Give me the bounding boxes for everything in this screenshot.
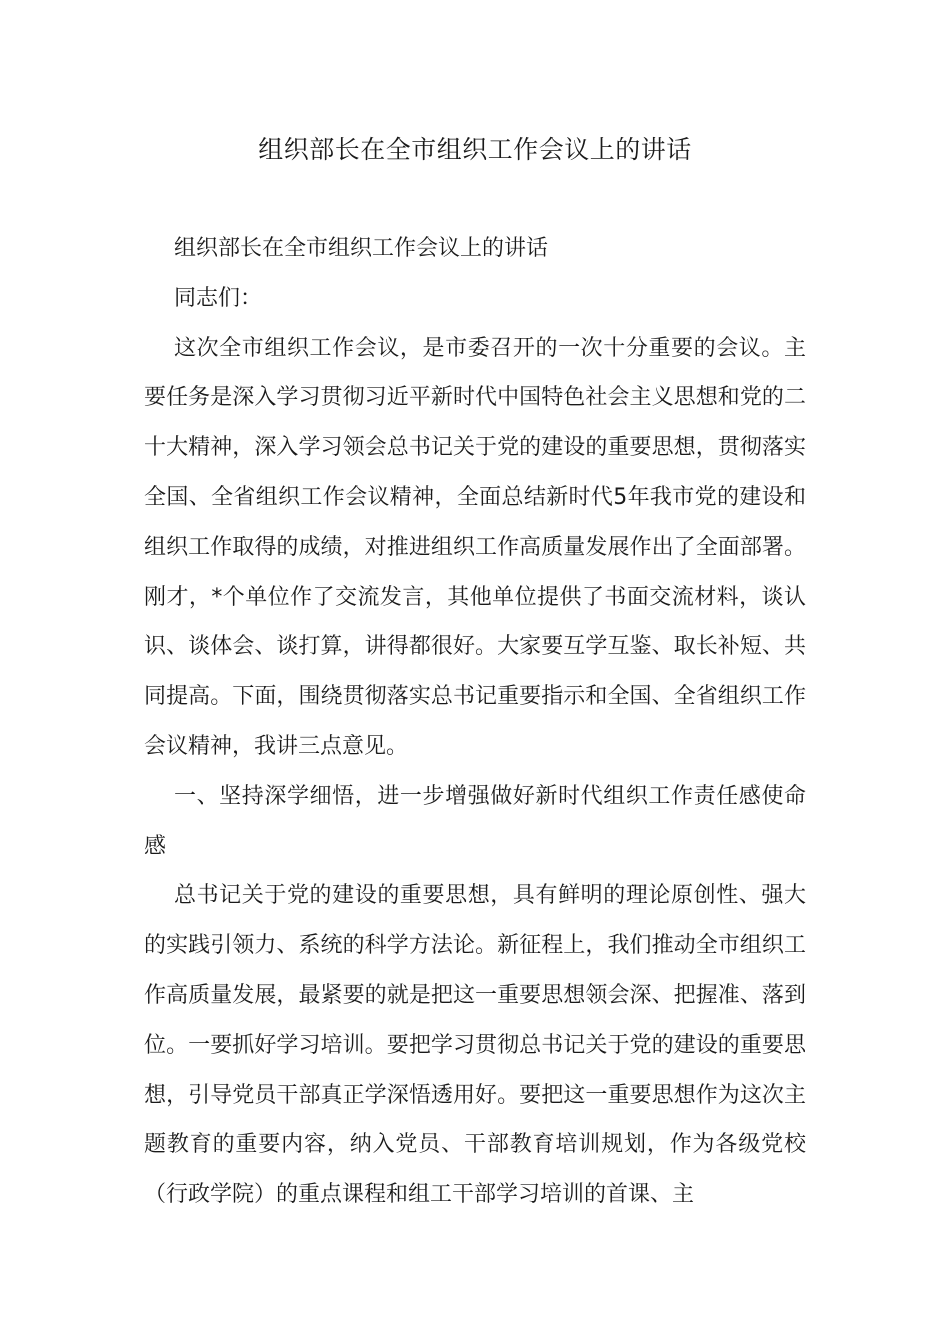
paragraph-salutation: 同志们： [174,285,263,311]
document-title: 组织部长在全市组织工作会议上的讲话 [258,135,692,164]
paragraph-subtitle: 组织部长在全市组织工作会议上的讲话 [174,236,549,261]
section-heading-1: 一、坚持深学细悟，进一步增强做好新时代组织工作责任感使命感 [144,783,806,859]
paragraph-intro: 这次全市组织工作会议，是市委召开的一次十分重要的会议。主要任务是深入学习贯彻习近平新时代中国特色社会主义思想和党的二十大精神，深入学习领会总书记关于党的建设的重要思想，贯彻落实全国、全省组织工作会议精神，全面总结新时代5年我市党的建设和组织工作取得的成绩，对推进组织工作高质量发展作出了全面部署。刚才，*个单位作了交流发言，其他单位提供了书面交流材料，谈认识、谈体会、谈打算，讲得都很好。大家要互学互鉴、取长补短、共同提高。下面，围绕贯彻落实总书记重要指示和全国、全省组织工作会议精神，我讲三点意见。 [144,335,806,759]
document-body [144,224,806,1220]
paragraph-section-1: 总书记关于党的建设的重要思想，具有鲜明的理论原创性、强大的实践引领力、系统的科学方法论。新征程上，我们推动全市组织工作高质量发展，最紧要的就是把这一重要思想领会深、把握准、落到位。一要抓好学习培训。要把学习贯彻总书记关于党的建设的重要思想，引导党员干部真正学深悟透用好。要把这一重要思想作为这次主题教育的重要内容，纳入党员、干部教育培训规划，作为各级党校（行政学院）的重点课程和组工干部学习培训的首课、主 [144,883,806,1208]
